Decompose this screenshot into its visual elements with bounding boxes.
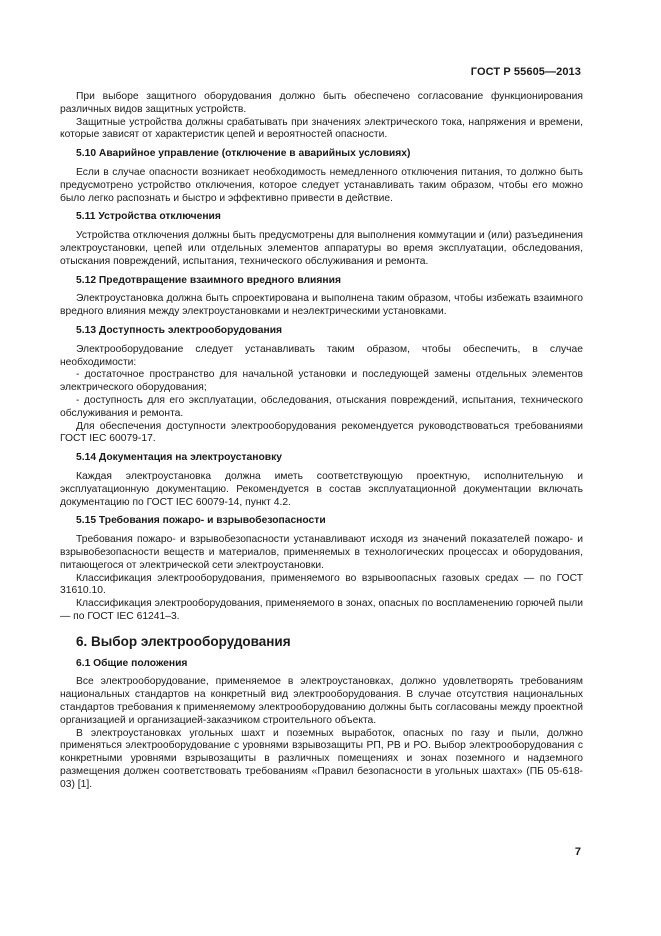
paragraph: Устройства отключения должны быть предусмотрены для выполнения коммутации и (или) разъединения электроустановки, цепей или отдельных элементов аппаратуры во время эксплуатации, обследования, отыскания повреждений, испытания, технического обслуживания и ремонта. [60,230,583,267]
subsection-heading: 5.10 Аварийное управление (отключение в аварийных условиях) [76,148,411,160]
paragraph: Электрооборудование следует устанавливать таким образом, чтобы обеспечить, в случае необходимости: [60,343,583,368]
paragraph: Защитные устройства должны срабатывать при значениях электрического тока, напряжения и времени, которые зависят от характеристик цепей и вероятностей опасности. [60,116,583,141]
section-heading: 6. Выбор электрооборудования [76,633,291,649]
subsection-heading: 5.14 Документация на электроустановку [76,452,282,464]
paragraph: Требования пожаро- и взрывобезопасности устанавливают исходя из значений показателей пожаро- и взрывобезопасности веществ и материалов, применяемых в технологических процессах и оборудования, питающегося от электрической сети электроустановки. [60,534,583,571]
paragraph: Все электрооборудование, применяемое в электроустановках, должно удовлетворять требованиям национальных стандартов на конкретный вид электрооборудования. В случае отсутствия национальных стандартов требования к применяемому электрооборудованию должны быть согласованы между проектной организацией и организацией-заказчиком строительного объекта. [60,676,583,726]
paragraph: Электроустановка должна быть спроектирована и выполнена таким образом, чтобы избежать взаимного вредного влияния между электроустановками и неэлектрическими установками. [60,293,583,318]
paragraph: Если в случае опасности возникает необходимость немедленного отключения питания, то должно быть предусмотрено устройство отключения, которое следует устанавливать таким образом, чтобы его можно было легко распознать и быстро и эффективно привести в действие. [60,166,583,204]
paragraph: В электроустановках угольных шахт и поземных выработок, опасных по газу и пыли, должно применяться электрооборудование с уровнями взрывозащиты РП, РВ и РО. Выбор электрооборудования с конкретными уровнями взрывозащиты в различных помещениях и зонах поземного и надземного размещения должен соответствовать требованиям «Правил безопасности в угольных шахтах» (ПБ 05-618-03) [1]. [60,727,583,790]
paragraph: При выборе защитного оборудования должно быть обеспечено согласование функционирования различных видов защитных устройств. [60,91,583,115]
document-body [60,91,583,792]
subsection-heading: 5.13 Доступность электрооборудования [76,324,283,336]
page-number: 7 [574,846,581,858]
paragraph: Классификация электрооборудования, применяемого во взрывоопасных газовых средах — по ГОСТ 31610.10. [60,572,583,597]
paragraph: Для обеспечения доступности электрооборудования рекомендуется руководствоваться требованиями ГОСТ IEC 60079-17. [60,420,583,445]
subsection-heading: 6.1 Общие положения [76,657,188,669]
document-id: ГОСТ Р 55605—2013 [470,66,581,78]
paragraph: Классификация электрооборудования, применяемого в зонах, опасных по воспламенению горючей пыли — по ГОСТ IEC 61241–3. [60,598,583,622]
subsection-heading: 5.11 Устройства отключения [76,211,221,223]
subsection-heading: 5.12 Предотвращение взаимного вредного влияния [76,274,341,286]
paragraph: - доступность для его эксплуатации, обследования, отыскания повреждений, испытания, технического обслуживания и ремонта. [60,394,583,419]
paragraph: Каждая электроустановка должна иметь соответствующую проектную, исполнительную и эксплуатационную документацию. Рекомендуется в состав эксплуатационной документации включать документацию по ГОСТ IEC 60079-14, пункт 4.2. [60,470,583,508]
subsection-heading: 5.15 Требования пожаро- и взрывобезопасности [76,515,326,527]
paragraph: - достаточное пространство для начальной установки и последующей замены отдельных элементов электрического оборудования; [60,369,583,394]
